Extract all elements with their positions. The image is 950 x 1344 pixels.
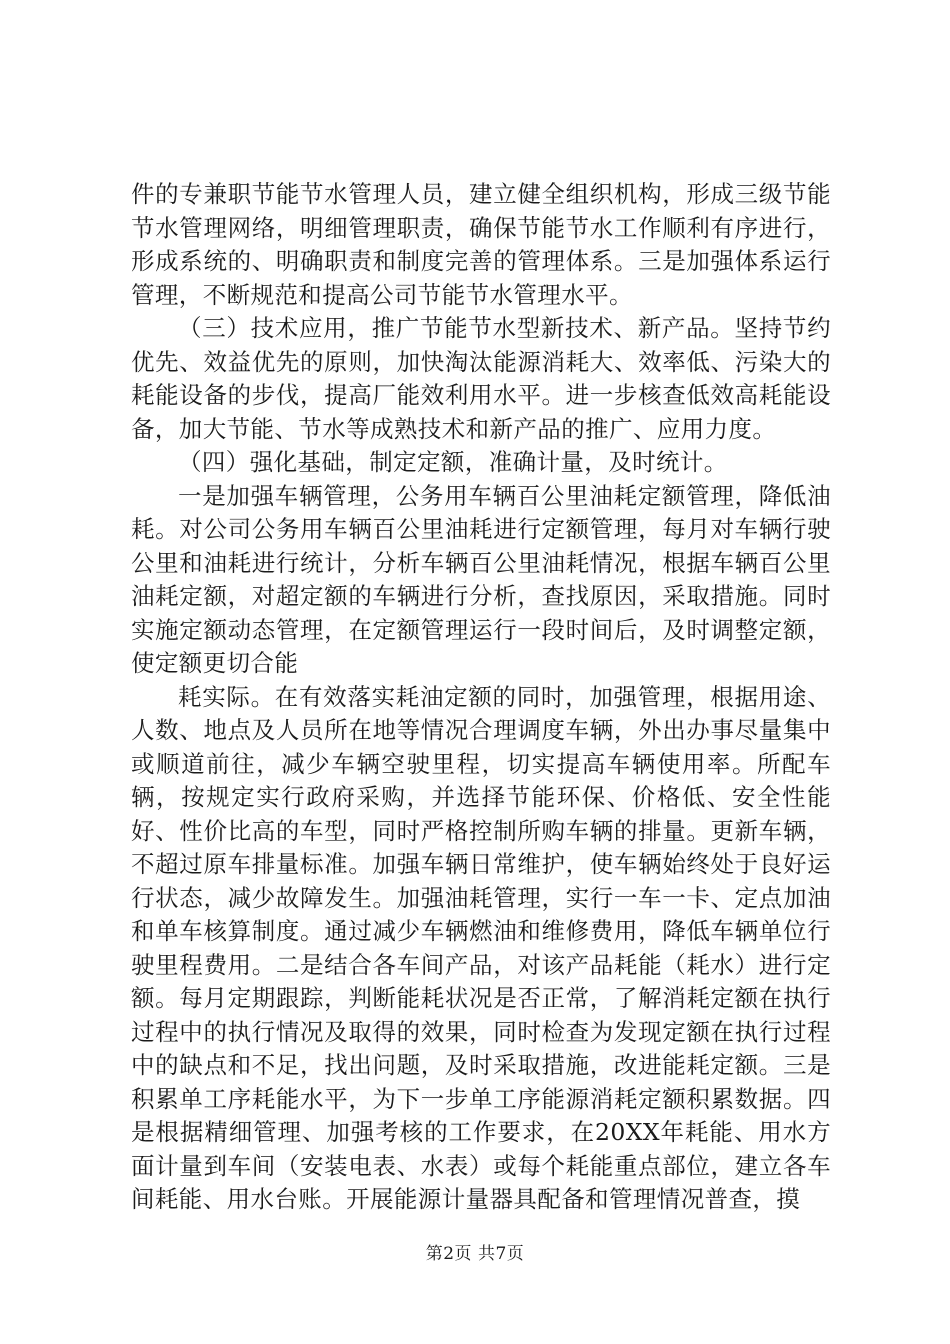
body-text <box>131 178 831 1217</box>
paragraph-section-four-heading: （四）强化基础，制定定额，准确计量，及时统计。 <box>178 448 728 476</box>
paragraph-vehicle-management: 一是加强车辆管理，公务用车辆百公里油耗定额管理，降低油耗。对公司公务用车辆百公里油耗进行定额管理，每月对车辆行驶公里和油耗进行统计，分析车辆百公里油耗情况，根据车辆百公里油耗定额，对超定额的车辆进行分析，查找原因，采取措施。同时实施定额动态管理，在定额管理运行一段时间后，及时调整定额，使定额更切合能 <box>131 481 831 677</box>
paragraph-continued: 件的专兼职节能节水管理人员，建立健全组织机构，形成三级节能节水管理网络，明细管理职责，确保节能节水工作顺利有序进行，形成系统的、明确职责和制度完善的管理体系。三是加强体系运行管理，不断规范和提高公司节能节水管理水平。 <box>131 180 831 309</box>
paragraph-section-three: （三）技术应用，推广节能节水型新技术、新产品。坚持节约优先、效益优先的原则，加快淘汰能源消耗大、效率低、污染大的耗能设备的步伐，提高厂能效利用水平。进一步核查低效高耗能设备，加大节能、节水等成熟技术和新产品的推广、应用力度。 <box>131 314 831 443</box>
page-number-footer: 第2页 共7页 <box>425 1244 525 1264</box>
paragraph-fuel-quota: 耗实际。在有效落实耗油定额的同时，加强管理，根据用途、人数、地点及人员所在地等情况合理调度车辆，外出办事尽量集中或顺道前往，减少车辆空驶里程，切实提高车辆使用率。所配车辆，按规定实行政府采购，并选择节能环保、价格低、安全性能好、性价比高的车型，同时严格控制所购车辆的排量。更新车辆，不超过原车排量标准。加强车辆日常维护，使车辆始终处于良好运行状态，减少故障发生。加强油耗管理，实行一车一卡、定点加油和单车核算制度。通过减少车辆燃油和维修费用，降低车辆单位行驶里程费用。二是结合各车间产品，对该产品耗能（耗水）进行定额。每月定期跟踪，判断能耗状况是否正常，了解消耗定额在执行过程中的执行情况及取得的效果，同时检查为发现定额在执行过程中的缺点和不足，找出问题，及时采取措施，改进能耗定额。三是积累单工序耗能水平，为下一步单工序能源消耗定额积累数据。四是根据精细管理、加强考核的工作要求，在20XX年耗能、用水方面计量到车间（安装电表、水表）或每个耗能重点部位，建立各车间耗能、用水台账。开展能源计量器具配备和管理情况普查，摸 <box>131 682 831 1213</box>
